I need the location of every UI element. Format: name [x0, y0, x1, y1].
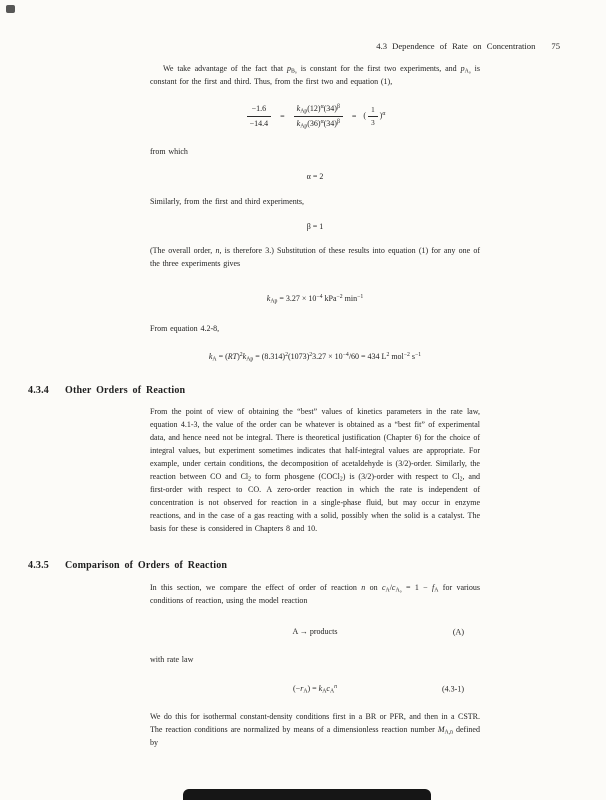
fraction-denominator: $k_{Ap}(36)^\alpha(34)^\beta$	[294, 116, 343, 130]
text-from-equation: From equation 4.2-8,	[150, 324, 220, 333]
running-header-title: 4.3 Dependence of Rate on Concentration	[376, 41, 536, 51]
paragraph-intro: We take advantage of the fact that $p_{B_0}$ is constant for the first two experiments, and $p_{A_0}$ is constant for the first and third. Thus, from the first two and equation (1),	[150, 64, 481, 86]
text-from-which: from which	[150, 147, 188, 156]
section-number: 4.3.4	[28, 385, 49, 396]
equation-order-ratio	[150, 103, 480, 130]
fraction-one-third	[368, 105, 378, 128]
equals-sign: =	[351, 112, 357, 121]
section-title: Comparison of Orders of Reaction	[65, 560, 228, 571]
fraction-numerator: $k_{Ap}(12)^\alpha(34)^\beta$	[296, 104, 340, 115]
equation-label-A: (A)	[452, 627, 464, 636]
equation-ka-value: $k_A = (RT)^2k_{Ap} = (8.314)^2(1073)^23.27 \times 10^{-4}/60 = 434$ $L^2$ mol$^{-2}$ $s^{-1}$	[208, 352, 422, 363]
equation-kap-value: $k_{Ap} = 3.27 \times 10^{-4}$ kPa$^{-2}$ $\min^{-1}$	[266, 294, 364, 305]
exponent-alpha: α	[382, 111, 386, 118]
rate-law-expression: $(-r_A) = k_Ac_A^n$	[293, 684, 337, 695]
fraction-numerator: 1	[371, 106, 375, 114]
running-header	[376, 41, 560, 51]
paragraph-overall-order: (The overall order, n, is therefore 3.) Substitution of these results into equation (1) for any one of the three experiments gives	[150, 246, 480, 268]
equation-beta-result: β = 1	[306, 222, 324, 231]
paragraph-comparison-intro: In this section, we compare the effect of order of reaction n on $c_A/c_{A_0} = 1 - f_A$ for various conditions of reaction, using the model reaction	[150, 583, 480, 605]
page-content	[28, 62, 480, 749]
model-reaction: A → products	[292, 627, 338, 636]
fraction-denominator: 3	[368, 116, 378, 128]
fraction-denominator: −14.4	[247, 116, 272, 130]
ratio-result	[363, 106, 386, 127]
equation-rate-law	[150, 682, 480, 695]
page-number: 75	[551, 41, 560, 51]
paragraph-normalization: We do this for isothermal constant-density conditions first in a BR or PFR, and then in a CSTR. The reaction conditions are normalized by means of a dimensionless reaction number $M_{A,n}$ defined by	[150, 712, 480, 747]
section-heading-4-3-4	[28, 384, 480, 397]
paragraph-other-orders: From the point of view of obtaining the “best” values of kinetics parameters in the rate law, equation 4.1-3, the value of the order can be whatever is obtained as a “best fit” of experimental data, and hence need not be integral. There is theoretical justification (Chapter 6) for the choice of integral values, but experiment sometimes indicates that half-integral values are appropriate. For example, under certain conditions, the decomposition of acetaldehyde is (3/2)-order. Similarly, the reaction between CO and $Cl_2$ to form phosgene (COCl$_2$) is (3/2)-order with respect to $Cl_2$, and first-order with respect to CO. A zero-order reaction in which the rate is independent of concentration is not observed for reaction in a single-phase fluid, but may occur in enzyme reactions, and in the case of a gas reacting with a solid, possibly when the solid is a catalyst. The basis for these is considered in Chapters 8 and 10.	[150, 407, 480, 533]
equation-alpha-result: α = 2	[306, 172, 324, 181]
close-paren: )	[379, 111, 383, 121]
equals-sign: =	[280, 112, 285, 121]
fraction-numerator: −1.6	[251, 104, 267, 113]
scan-speck-artifact	[6, 5, 15, 13]
scan-edge-artifact	[183, 789, 431, 800]
section-heading-4-3-5	[28, 559, 480, 572]
equation-model-reaction	[150, 625, 480, 638]
text-similarly: Similarly, from the first and third experiments,	[150, 197, 305, 206]
section-number: 4.3.5	[28, 560, 49, 571]
fraction-rate-law-ratio	[294, 103, 343, 130]
open-paren: (	[363, 111, 367, 121]
section-title: Other Orders of Reaction	[65, 385, 186, 396]
equation-label-4-3-1: (4.3-1)	[442, 684, 464, 693]
text-with-rate-law: with rate law	[150, 655, 194, 664]
fraction-experiment-rates	[247, 103, 272, 130]
